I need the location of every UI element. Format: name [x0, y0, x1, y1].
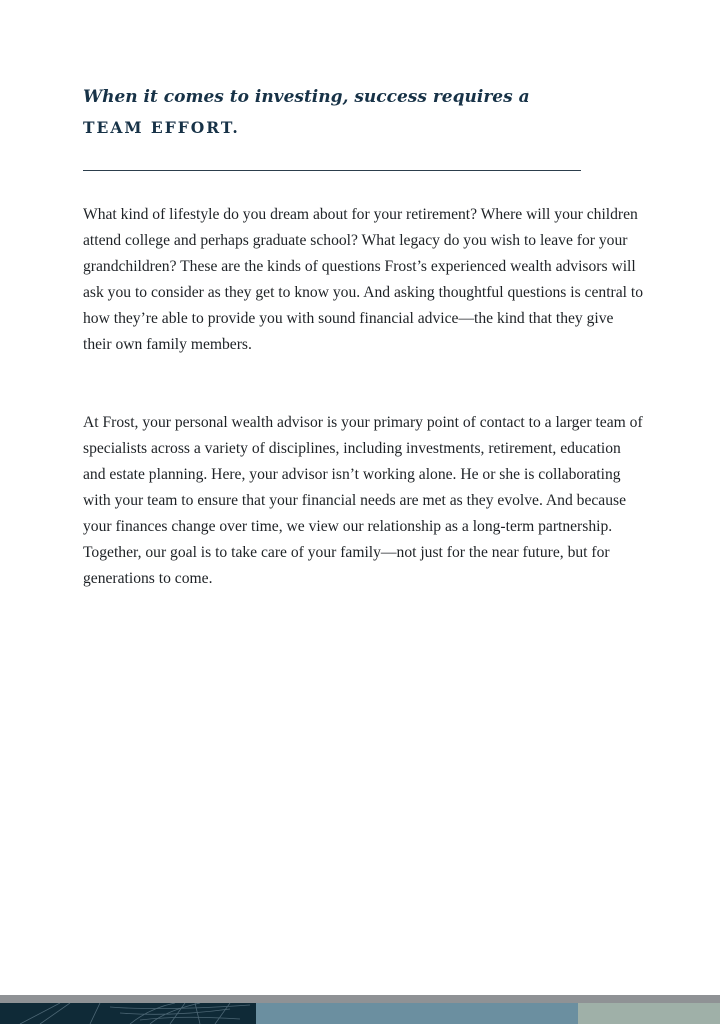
body-paragraph-1: What kind of lifestyle do you dream about for your retirement? Where will your children attend college and perhaps graduate school? What legacy do you wish to leave for your grandchildren? These are the kinds of questions Frost’s experienced wealth advisors will ask you to consider as they get to know you. And asking thoughtful questions is central to how they’re able to provide you with sound financial advice—the kind that they give their own family members. [83, 206, 644, 353]
headline-divider [83, 170, 581, 171]
web-pattern-graphic [0, 1003, 256, 1024]
footer-mid-block [256, 1003, 578, 1024]
body-paragraph-2: At Frost, your personal wealth advisor is your primary point of contact to a larger team of specialists across a variety of disciplines, including investments, retirement, education and estate planning. Here, your advisor isn’t working alone. He or she is collaborating with your team to ensure that your financial needs are met as they evolve. And because your finances change over time, we view our relationship as a long-term partnership. Together, our goal is to take care of your family—not just for the near future, but for generations to come. [83, 414, 643, 587]
headline-caps-line: TEAM EFFORT. [83, 118, 240, 137]
footer-grey-strip [0, 995, 720, 1003]
footer-light-block [578, 1003, 720, 1024]
headline [83, 86, 603, 139]
footer-band [0, 995, 720, 1024]
footer-pattern-block [0, 1003, 256, 1024]
headline-italic-line: When it comes to investing, success requires a [83, 87, 530, 107]
